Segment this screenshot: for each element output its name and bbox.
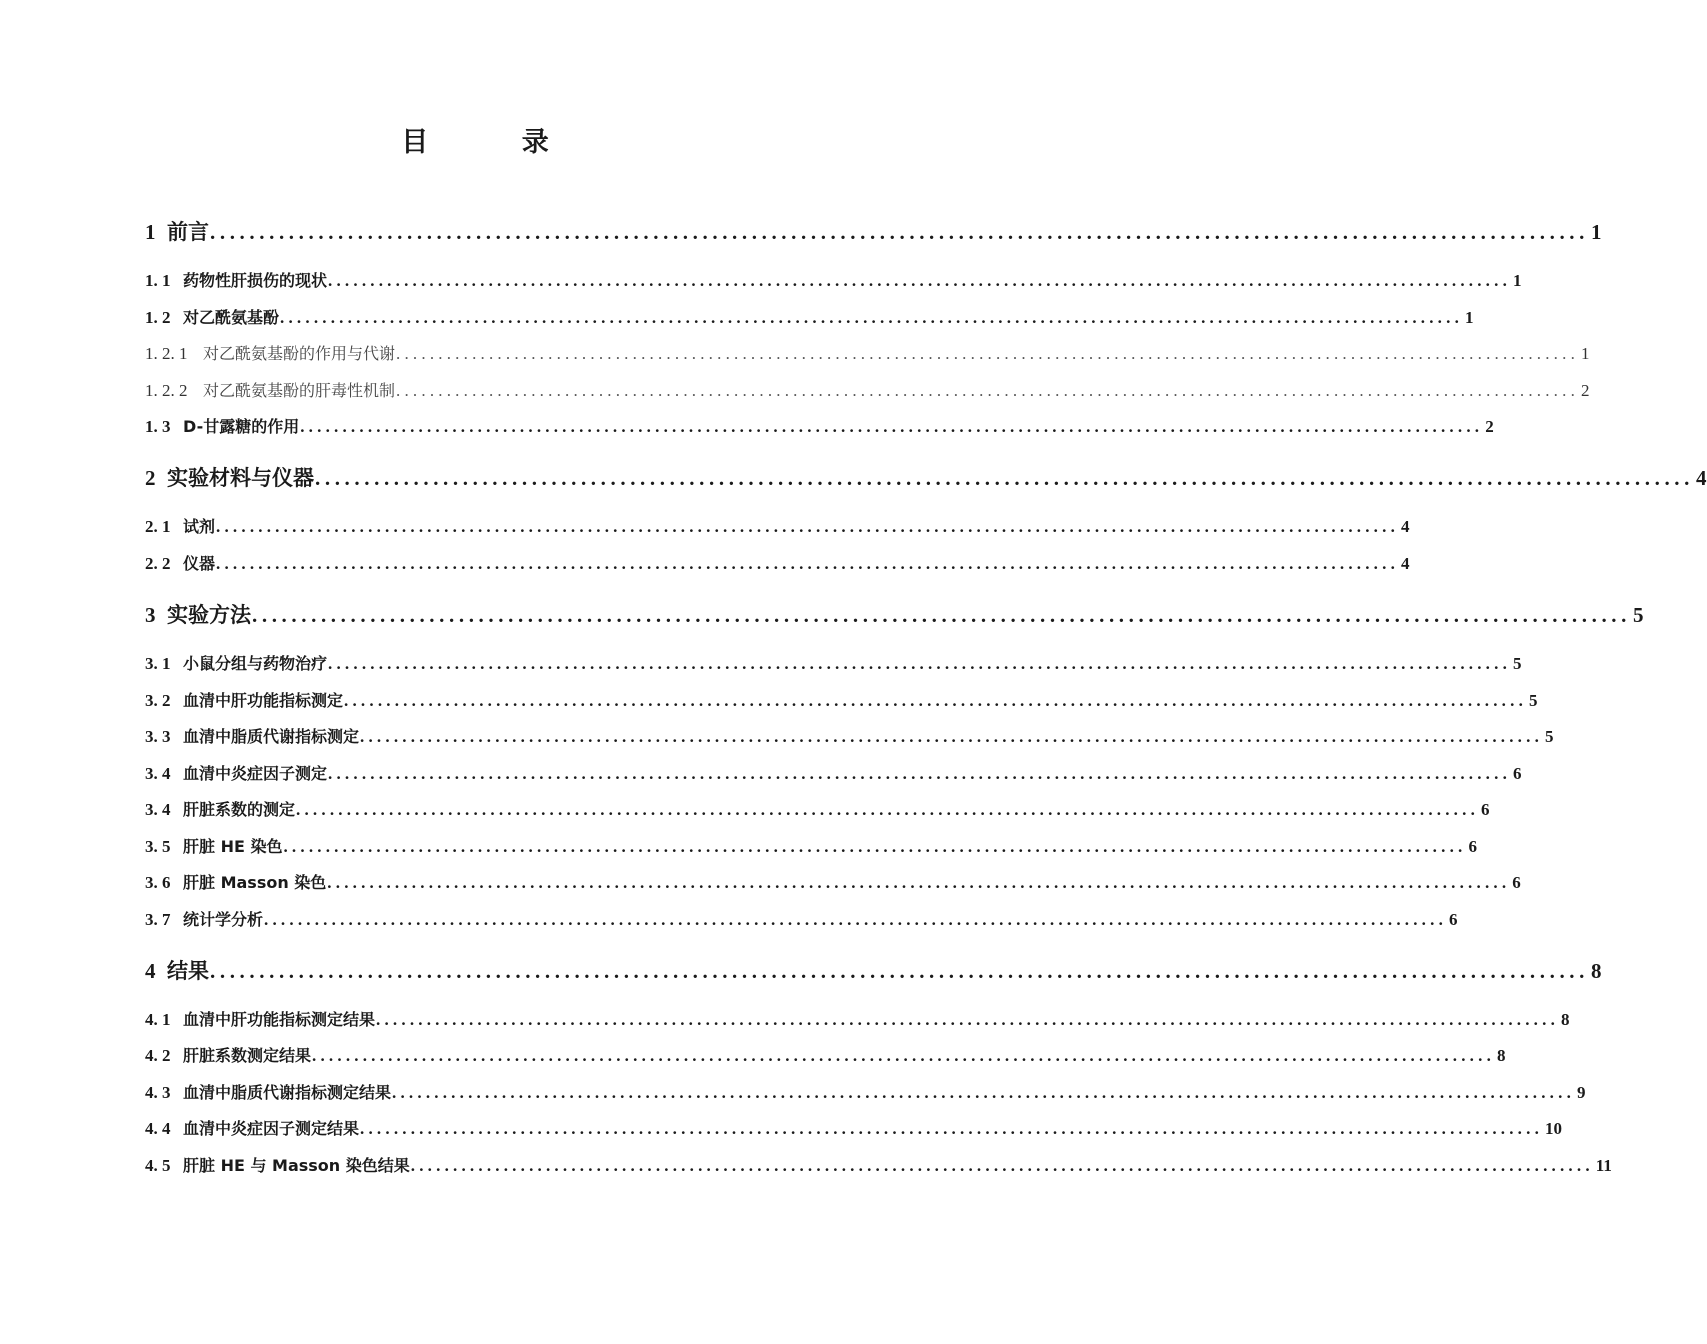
toc-entry-page: 2 [1581,381,1590,400]
toc-entry-page: 5 [1513,654,1522,673]
toc-entry-label: 药物性肝损伤的现状 [183,271,328,290]
toc-entry-page: 4 [1401,517,1410,536]
toc-entry-number: 1. 2 [145,308,171,327]
toc-entry-number: 1. 1 [145,271,171,290]
toc-entry[interactable] [145,1116,1563,1139]
toc-entry-page: 5 [1545,727,1554,746]
toc-entry-page: 6 [1481,800,1490,819]
toc-entry-page: 1 [1513,271,1522,290]
toc-entry-label: 血清中炎症因子测定 [183,764,328,783]
toc-entry-label: 肝脏 HE 染色 [183,837,283,856]
toc-entry-label: 肝脏 Masson 染色 [183,873,327,892]
toc-dot-leader: ............................................................................................................................................ [344,691,1528,710]
toc-entry[interactable] [145,462,1707,492]
toc-entry[interactable] [145,797,1490,820]
toc-entry[interactable] [145,1007,1570,1030]
toc-dot-leader: ............................................................................................................................................ [283,837,1467,856]
toc-entry-number: 4. 4 [145,1119,171,1138]
toc-dot-leader: ............................................................................................................................................ [360,1119,1544,1138]
toc-dot-leader: ............................................................................................................................................ [328,271,1512,290]
toc-entry-label: 血清中肝功能指标测定 [183,691,344,710]
toc-entry[interactable] [145,761,1522,784]
toc-entry-page: 1 [1591,220,1602,244]
toc-entry-number: 3. 6 [145,873,171,892]
toc-dot-leader: ............................................................................................................................................ [252,603,1631,627]
toc-entry-number: 1. 2. 2 [145,381,188,400]
toc-entry[interactable] [145,341,1590,364]
toc-entry-page: 8 [1561,1010,1570,1029]
toc-entry-label: 对乙酰氨基酚的作用与代谢 [203,344,396,363]
toc-entry-page: 8 [1497,1046,1506,1065]
toc-entry[interactable] [145,1153,1612,1176]
toc-entry[interactable] [145,599,1644,629]
toc-entry-label: 实验方法 [167,603,251,627]
toc-entry[interactable] [145,514,1410,537]
toc-dot-leader: ............................................................................................................................................ [327,873,1511,892]
toc-entry-number: 3. 4 [145,800,171,819]
toc-entry-page: 5 [1529,691,1538,710]
toc-entry-label: 肝脏系数测定结果 [183,1046,312,1065]
toc-entry-page: 6 [1513,764,1522,783]
toc-entry[interactable] [145,955,1602,985]
toc-dot-leader: ............................................................................................................................................ [392,1083,1576,1102]
toc-entry-number: 3. 1 [145,654,171,673]
toc-entry-number: 3. 4 [145,764,171,783]
toc-entry-label: 血清中脂质代谢指标测定结果 [183,1083,392,1102]
toc-entry-label: 统计学分析 [183,910,264,929]
toc-dot-leader: ............................................................................................................................................ [328,654,1512,673]
toc-entry-number: 2 [145,466,156,490]
toc-entry[interactable] [145,1043,1506,1066]
toc-entry-number: 4. 3 [145,1083,171,1102]
toc-dot-leader: ............................................................................................................................................ [312,1046,1496,1065]
toc-entry[interactable] [145,688,1538,711]
toc-dot-leader: ............................................................................................................................................ [300,417,1484,436]
toc-dot-leader: ............................................................................................................................................ [210,220,1589,244]
toc-dot-leader: ............................................................................................................................................ [315,466,1694,490]
toc-dot-leader: ............................................................................................................................................ [410,1156,1594,1175]
toc-entry[interactable] [145,1080,1586,1103]
toc-dot-leader: ............................................................................................................................................ [264,910,1448,929]
toc-entry[interactable] [145,834,1477,857]
page-title: 目 录 [401,127,591,158]
toc-dot-leader: ............................................................................................................................................ [396,381,1580,400]
toc-entry-page: 10 [1545,1119,1563,1138]
toc-entry-label: 结果 [167,959,209,983]
toc-dot-leader: ............................................................................................................................................ [296,800,1480,819]
toc-entry-number: 2. 2 [145,554,171,573]
toc-dot-leader: ............................................................................................................................................ [360,727,1544,746]
toc-entry-label: 试剂 [183,517,216,536]
toc-entry-page: 6 [1512,873,1521,892]
toc-entry-number: 1. 3 [145,417,171,436]
toc-entry-page: 9 [1577,1083,1586,1102]
toc-entry-label: 仪器 [183,554,216,573]
toc-entry-number: 4. 1 [145,1010,171,1029]
toc-entry[interactable] [145,305,1474,328]
toc-entry-label: 血清中炎症因子测定结果 [183,1119,360,1138]
toc-entry[interactable] [145,907,1458,930]
toc-entry-label: 小鼠分组与药物治疗 [183,654,328,673]
toc-entry-label: 肝脏 HE 与 Masson 染色结果 [183,1156,410,1175]
toc-entry-label: 肝脏系数的测定 [183,800,296,819]
toc-dot-leader: ............................................................................................................................................ [216,554,1400,573]
toc-dot-leader: ............................................................................................................................................ [210,959,1589,983]
toc-entry-page: 1 [1465,308,1474,327]
toc-entry-page: 1 [1581,344,1590,363]
toc-entry-number: 1 [145,220,156,244]
toc-entry[interactable] [145,414,1494,437]
toc-dot-leader: ............................................................................................................................................ [280,308,1464,327]
toc-entry-page: 4 [1401,554,1410,573]
toc-entry[interactable] [145,378,1590,401]
toc-dot-leader: ............................................................................................................................................ [216,517,1400,536]
toc-entry[interactable] [145,724,1554,747]
toc-entry-page: 6 [1449,910,1458,929]
toc-dot-leader: ............................................................................................................................................ [376,1010,1560,1029]
toc-entry-page: 6 [1468,837,1477,856]
toc-entry-page: 2 [1485,417,1494,436]
toc-entry-number: 3 [145,603,156,627]
toc-entry-label: 实验材料与仪器 [167,466,314,490]
toc-entry-label: 前言 [167,220,209,244]
toc-entry-number: 4. 2 [145,1046,171,1065]
toc-dot-leader: ............................................................................................................................................ [396,344,1580,363]
toc-entry-number: 4 [145,959,156,983]
toc-entry[interactable] [145,268,1522,291]
toc-dot-leader: ............................................................................................................................................ [328,764,1512,783]
toc-entry[interactable] [145,216,1602,246]
toc-entry-number: 4. 5 [145,1156,171,1175]
toc-entry[interactable] [145,651,1522,674]
toc-entry-number: 3. 5 [145,837,171,856]
toc-entry-number: 1. 2. 1 [145,344,188,363]
toc-entry-label: 血清中脂质代谢指标测定 [183,727,360,746]
toc-entry-label: 血清中肝功能指标测定结果 [183,1010,376,1029]
toc-entry-number: 2. 1 [145,517,171,536]
toc-entry[interactable] [145,870,1521,893]
toc-entry-page: 5 [1633,603,1644,627]
toc-entry[interactable] [145,551,1410,574]
toc-entry-page: 11 [1595,1156,1612,1175]
toc-entry-page: 8 [1591,959,1602,983]
toc-entry-number: 3. 3 [145,727,171,746]
toc-entry-label: 对乙酰氨基酚 [183,308,280,327]
toc-entry-number: 3. 2 [145,691,171,710]
toc-entry-label: D-甘露糖的作用 [183,417,300,436]
toc-entry-number: 3. 7 [145,910,171,929]
toc-entry-label: 对乙酰氨基酚的肝毒性机制 [203,381,396,400]
toc-entry-page: 4 [1696,466,1707,490]
